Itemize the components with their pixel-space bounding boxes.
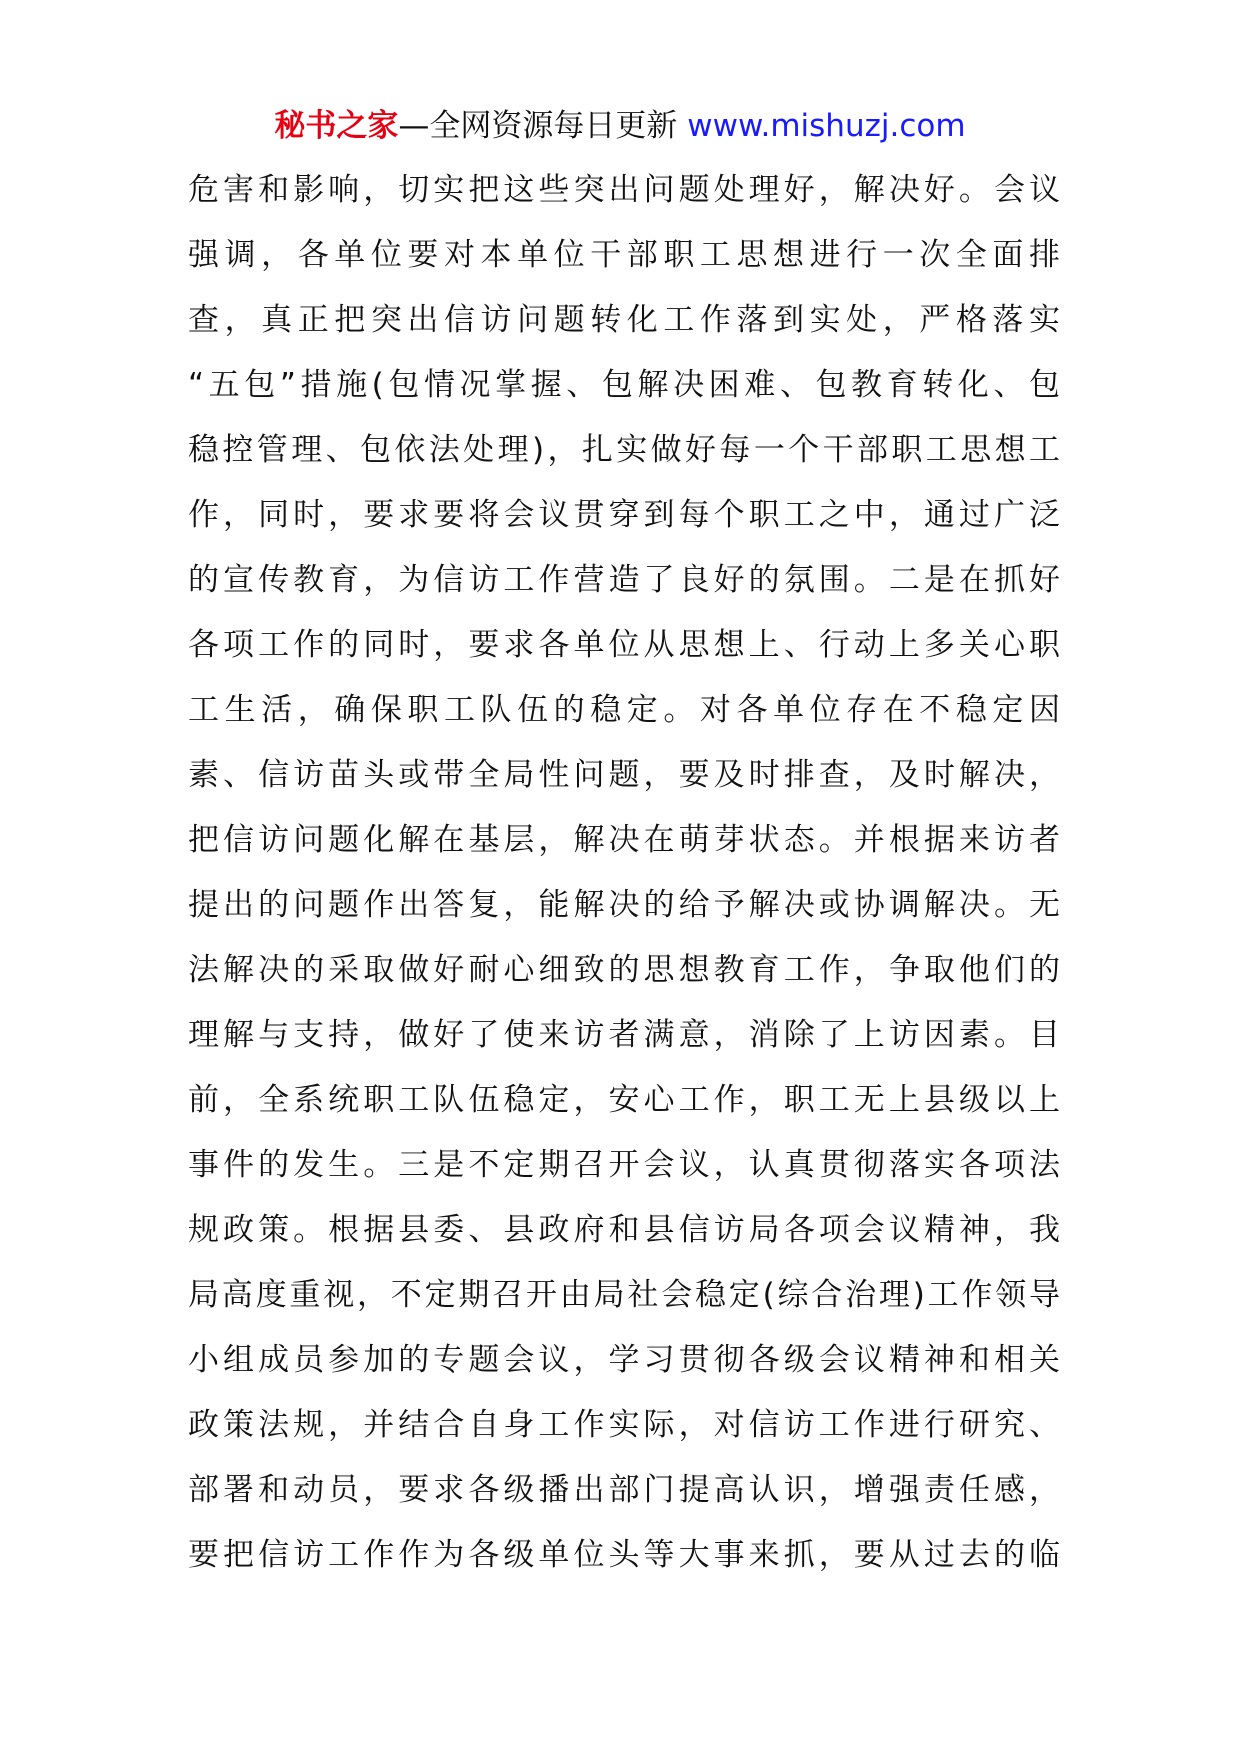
text-line: 要把信访工作作为各级单位头等大事来抓，要从过去的临 [188, 1537, 1060, 1573]
text-line: 素、信访苗头或带全局性问题，要及时排查，及时解决， [188, 757, 1060, 793]
text-line: 把信访问题化解在基层，解决在萌芽状态。并根据来访者 [188, 822, 1060, 858]
body-text [188, 158, 1060, 1588]
text-line: 局高度重视，不定期召开由局社会稳定(综合治理)工作领导 [188, 1277, 1060, 1313]
text-line: 前，全系统职工队伍稳定，安心工作，职工无上县级以上 [188, 1082, 1060, 1118]
header-brand: 秘书之家 [274, 108, 399, 144]
header-site-link[interactable]: www.mishuzj.com [677, 108, 966, 144]
text-line: 的宣传教育，为信访工作营造了良好的氛围。二是在抓好 [188, 562, 1060, 598]
text-line: 强调，各单位要对本单位干部职工思想进行一次全面排 [188, 237, 1060, 273]
text-line: 工生活，确保职工队伍的稳定。对各单位存在不稳定因 [188, 692, 1060, 728]
text-line: 事件的发生。三是不定期召开会议，认真贯彻落实各项法 [188, 1147, 1060, 1183]
header-tagline: —全网资源每日更新 [398, 108, 678, 144]
text-line: 查，真正把突出信访问题转化工作落到实处，严格落实 [188, 302, 1060, 338]
text-line: 作，同时，要求要将会议贯穿到每个职工之中，通过广泛 [188, 497, 1060, 533]
text-line: 理解与支持，做好了使来访者满意，消除了上访因素。目 [188, 1017, 1060, 1053]
text-line: 提出的问题作出答复，能解决的给予解决或协调解决。无 [188, 887, 1060, 923]
text-line: 法解决的采取做好耐心细致的思想教育工作，争取他们的 [188, 952, 1060, 988]
page-header [0, 104, 1240, 148]
text-line: “五包”措施(包情况掌握、包解决困难、包教育转化、包 [188, 367, 1060, 403]
text-line: 各项工作的同时，要求各单位从思想上、行动上多关心职 [188, 627, 1060, 663]
text-line: 危害和影响，切实把这些突出问题处理好，解决好。会议 [188, 172, 1060, 208]
text-line: 规政策。根据县委、县政府和县信访局各项会议精神，我 [188, 1212, 1060, 1248]
text-line: 部署和动员，要求各级播出部门提高认识，增强责任感， [188, 1472, 1060, 1508]
text-line: 稳控管理、包依法处理)，扎实做好每一个干部职工思想工 [188, 432, 1060, 468]
text-line: 小组成员参加的专题会议，学习贯彻各级会议精神和相关 [188, 1342, 1060, 1378]
text-line: 政策法规，并结合自身工作实际，对信访工作进行研究、 [188, 1407, 1060, 1443]
